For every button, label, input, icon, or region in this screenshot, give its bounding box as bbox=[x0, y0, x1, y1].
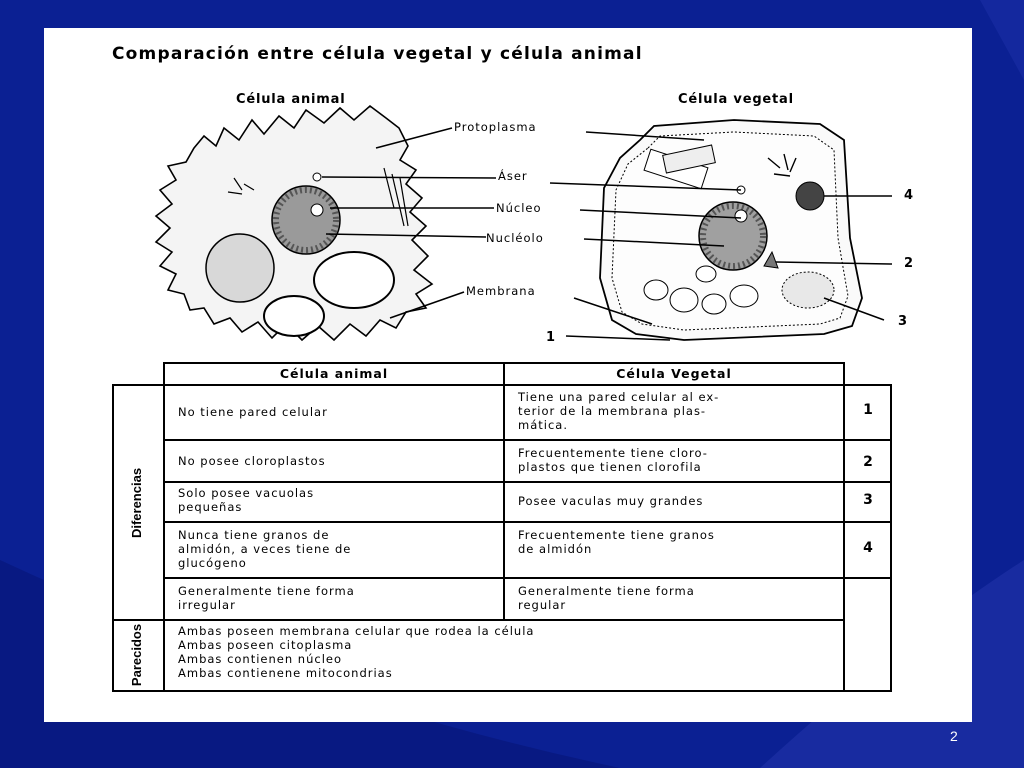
diagram-number-3: 3 bbox=[898, 314, 908, 329]
row1-number: 1 bbox=[863, 402, 873, 418]
row2-animal: No posee cloroplastos bbox=[178, 454, 326, 468]
row4-number: 4 bbox=[863, 540, 873, 556]
group-label-parecidos: Parecidos bbox=[129, 623, 144, 687]
diagram-number-4: 4 bbox=[904, 188, 914, 203]
plant-cell bbox=[600, 120, 862, 340]
label-aser: Áser bbox=[498, 169, 528, 183]
label-protoplasma: Protoplasma bbox=[454, 120, 537, 134]
row2-number: 2 bbox=[863, 454, 873, 470]
label-nucleolo: Nucléolo bbox=[486, 231, 544, 245]
parecido-2: Ambas poseen citoplasma bbox=[178, 638, 353, 652]
comparison-table bbox=[112, 362, 892, 692]
parecido-4: Ambas contienene mitocondrias bbox=[178, 666, 393, 680]
slide-title: Comparación entre célula vegetal y célula animal bbox=[112, 44, 643, 64]
header-animal: Célula animal bbox=[279, 366, 389, 381]
parecido-3: Ambas contienen núcleo bbox=[178, 652, 343, 666]
row3-number: 3 bbox=[863, 492, 873, 508]
plant-cell-heading: Célula vegetal bbox=[678, 92, 794, 107]
row4-animal: Nunca tiene granos de almidón, a veces tiene de glucógeno bbox=[178, 528, 352, 570]
cell-diagram bbox=[44, 28, 972, 358]
animal-cell-heading: Célula animal bbox=[236, 92, 346, 107]
diagram-number-1: 1 bbox=[546, 330, 556, 345]
label-membrana: Membrana bbox=[466, 284, 536, 298]
parecido-1: Ambas poseen membrana celular que rodea la célula bbox=[178, 624, 535, 638]
header-vegetal: Célula Vegetal bbox=[616, 366, 732, 381]
row1-vegetal: Tiene una pared celular al ex- terior de la membrana plas- mática. bbox=[518, 390, 720, 432]
diagram-number-2: 2 bbox=[904, 256, 914, 271]
row1-animal: No tiene pared celular bbox=[178, 405, 328, 419]
row2-vegetal: Frecuentemente tiene cloro- plastos que tienen clorofila bbox=[518, 446, 708, 474]
animal-cell bbox=[156, 106, 432, 340]
page-number: 2 bbox=[950, 728, 958, 744]
slide-content bbox=[44, 28, 972, 722]
row3-animal: Solo posee vacuolas pequeñas bbox=[178, 486, 315, 514]
label-nucleo: Núcleo bbox=[496, 201, 542, 215]
row5-animal: Generalmente tiene forma irregular bbox=[178, 584, 355, 612]
group-label-diferencias: Diferencias bbox=[129, 467, 144, 539]
row3-vegetal: Posee vaculas muy grandes bbox=[518, 494, 704, 508]
row5-vegetal: Generalmente tiene forma regular bbox=[518, 584, 695, 612]
row4-vegetal: Frecuentemente tiene granos de almidón bbox=[518, 528, 715, 556]
